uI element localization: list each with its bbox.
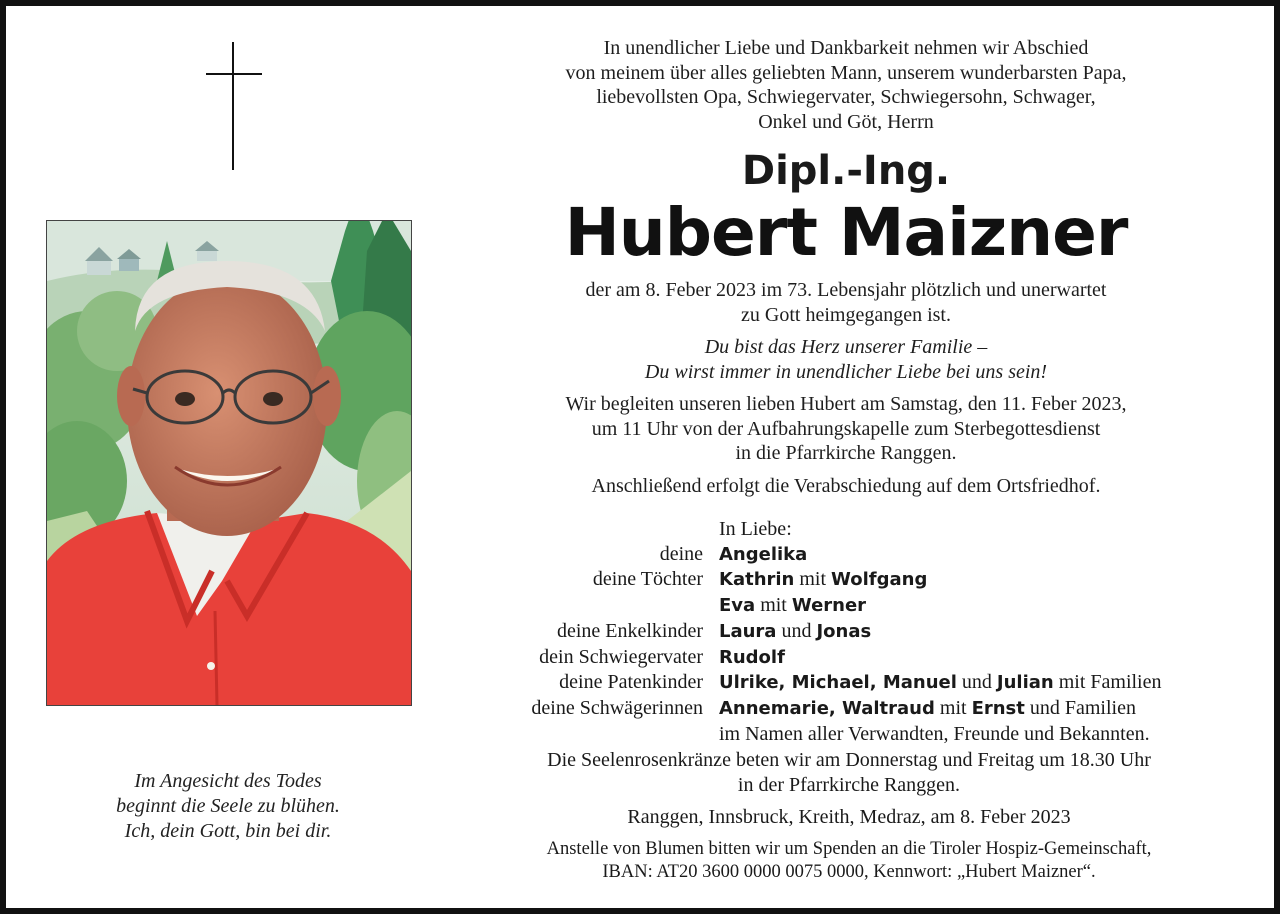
mourner-name: Ernst [971, 697, 1025, 719]
mourner-row [461, 696, 1261, 722]
mourner-relation: deine Patenkinder [559, 671, 703, 694]
place-date: Ranggen, Innsbruck, Kreith, Medraz, am 8. Feber 2023 [627, 806, 1071, 828]
mourner-relation: deine Schwägerinnen [531, 696, 703, 719]
donation-line: Anstelle von Blumen bitten wir um Spenden an die Tiroler Hospiz-Gemeinschaft, [546, 838, 1152, 859]
quote-line: beginnt die Seele zu blühen. [116, 795, 340, 817]
mourner-names [719, 593, 866, 619]
mourner-relation: deine Enkelkinder [556, 619, 703, 642]
mourner-name: Werner [791, 595, 867, 617]
mourner-name: Ulrike, Michael, Manuel [719, 672, 957, 694]
mourner-name: Angelika [719, 543, 808, 565]
mourner-relation: deine Töchter [592, 568, 703, 591]
mourner-relation [461, 722, 719, 747]
intro-line: Onkel und Göt, Herrn [758, 110, 934, 133]
deceased-name: Hubert Maizner [564, 194, 1128, 271]
mourner-names [719, 722, 1150, 747]
left-quote [46, 769, 410, 844]
mourner-name: Wolfgang [831, 569, 928, 591]
portrait-photo [46, 220, 412, 706]
rosary-line: in der Pfarrkirche Ranggen. [737, 773, 961, 796]
mourner-names [719, 670, 1162, 696]
mourner-name: Jonas [816, 620, 872, 642]
intro-line: von meinem über alles geliebten Mann, unserem wunderbarsten Papa, [565, 61, 1127, 84]
academic-title: Dipl.-Ing. [741, 148, 951, 194]
death-line: zu Gott heimgegangen ist. [741, 303, 951, 326]
donation-line: IBAN: AT20 3600 0000 0075 0000, Kennwort: „Hubert Maizner“. [602, 861, 1096, 882]
mourner-row [461, 722, 1261, 747]
motto-line: Du bist das Herz unserer Familie – [704, 336, 988, 358]
motto-line: Du wirst immer in unendlicher Liebe bei uns sein! [644, 360, 1048, 383]
mourner-connector: mit [794, 568, 832, 591]
mourner-name: Kathrin [719, 569, 795, 591]
intro-line: liebevollsten Opa, Schwiegervater, Schwiegersohn, Schwager, [596, 86, 1096, 108]
mourner-connector: im Namen aller Verwandten, Freunde und Bekannten. [719, 722, 1150, 745]
funeral-line: Wir begleiten unseren lieben Hubert am Samstag, den 11. Feber 2023, [565, 393, 1127, 415]
main-text [461, 36, 1231, 498]
intro-line: In unendlicher Liebe und Dankbarkeit nehmen wir Abschied [603, 37, 1089, 59]
mourner-names [719, 542, 807, 568]
quote-line: Im Angesicht des Todes [134, 770, 322, 792]
closing-text [461, 748, 1237, 884]
mourner-names [719, 696, 1136, 722]
mourner-relation [461, 593, 719, 619]
mourner-row [461, 670, 1261, 696]
mourner-name: Rudolf [719, 646, 785, 668]
rosary-line: Die Seelenrosenkränze beten wir am Donnerstag und Freitag um 18.30 Uhr [547, 749, 1151, 771]
mourner-row [461, 593, 1261, 619]
mourner-row [461, 645, 1261, 671]
mourner-row [461, 542, 1261, 568]
mourner-relation: deine [659, 542, 703, 565]
mourner-names [719, 619, 871, 645]
mourner-names [719, 645, 785, 671]
quote-line: Ich, dein Gott, bin bei dir. [124, 820, 332, 842]
mourner-names [719, 567, 927, 593]
mourner-connector: mit [934, 696, 972, 719]
mourner-row [461, 619, 1261, 645]
mourner-name: Eva [719, 595, 756, 617]
burial-line: Anschließend erfolgt die Verabschiedung auf dem Ortsfriedhof. [591, 474, 1101, 497]
mourner-connector: und [776, 619, 817, 642]
funeral-line: in die Pfarrkirche Ranggen. [735, 442, 957, 464]
death-line: der am 8. Feber 2023 im 73. Lebensjahr plötzlich und unerwartet [585, 279, 1107, 301]
mourner-relation: dein Schwiegervater [539, 645, 703, 668]
mourner-name: Julian [996, 672, 1054, 694]
cross-icon [206, 42, 262, 170]
funeral-line: um 11 Uhr von der Aufbahrungskapelle zum Sterbegottesdienst [591, 417, 1101, 440]
mourner-name: Annemarie, Waltraud [719, 697, 935, 719]
mourners-header: In Liebe: [719, 518, 792, 540]
mourners-list [461, 517, 1261, 746]
mourner-connector: und [956, 671, 997, 694]
mourner-connector: mit [755, 594, 792, 617]
mourner-connector: mit Familien [1053, 671, 1162, 694]
mourner-name: Laura [719, 620, 777, 642]
mourner-connector: und Familien [1024, 696, 1136, 719]
mourner-row [461, 567, 1261, 593]
